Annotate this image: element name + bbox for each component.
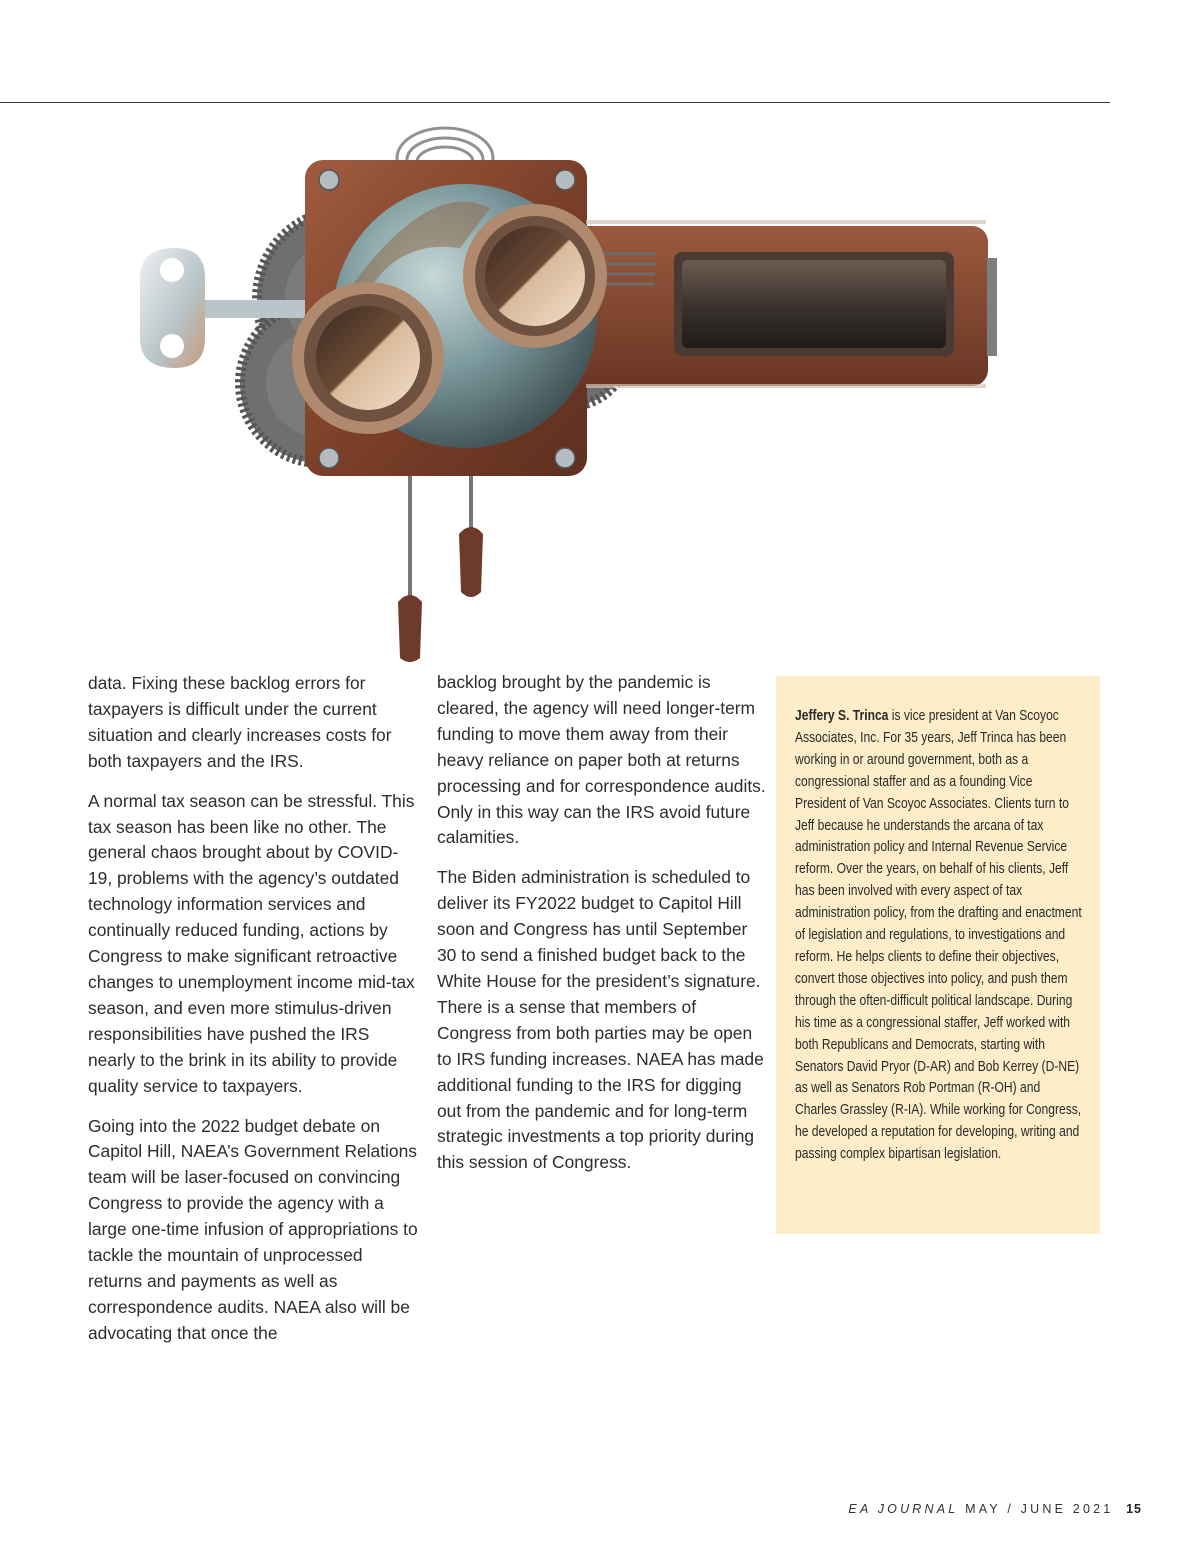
article-column-2 (437, 670, 767, 1190)
paragraph: A normal tax season can be stressful. This tax season has been like no other. The general chaos brought about by COVID-19, problems with the agency’s outdated technology information services and continually reduced funding, actions by Congress to make significant retroactive changes to unemployment income mid-tax season, and even more stimulus-driven responsibilities have pushed the IRS nearly to the brink in its ability to provide quality service to taxpayers. (88, 790, 415, 1096)
paragraph: backlog brought by the pandemic is cleared, the agency will need longer-term funding to move them away from their heavy reliance on paper both at returns processing and for correspondence audits. Only in this way can the IRS avoid future calamities. (437, 672, 766, 848)
issue-date: MAY / JUNE 2021 (965, 1502, 1114, 1516)
author-bio (795, 706, 1085, 1166)
journal-name: EA JOURNAL (848, 1502, 959, 1516)
article-column-1 (88, 671, 418, 1361)
author-bio-box (776, 676, 1100, 1234)
header-rule (0, 102, 1110, 103)
paragraph: Going into the 2022 budget debate on Capitol Hill, NAEA’s Government Relations team will be laser-focused on convincing Congress to provide the agency with a large one-time infusion of appropriations to tackle the mountain of unprocessed returns and payments as well as correspondence audits. NAEA also will be advocating that once the (88, 1115, 418, 1343)
page-footer (848, 1502, 1142, 1516)
author-name: Jeffery S. Trinca (795, 708, 889, 724)
author-bio-text: is vice president at Van Scoyoc Associates, Inc. For 35 years, Jeff Trinca has been working in or around government, both as a congressional staffer and as a founding Vice President of Van Scoyoc Associates. Clients turn to Jeff because he understands the arcana of tax administration policy and Internal Revenue Service reform. Over the years, on behalf of his clients, Jeff has been involved with every aspect of tax administration policy, from the drafting and enactment of legislation and regulations, to investigations and reform. He helps clients to define their objectives, convert those objectives into policy, and push them through the often-difficult political landscape. During his time as a congressional staffer, Jeff worked with both Republicans and Democrats, starting with Senators David Pryor (D-AR) and Bob Kerrey (D-NE) as well as Senators Rob Portman (R-OH) and Charles Grassley (R-IA). While working for Congress, he developed a reputation for developing, writing and passing complex bipartisan legislation. (795, 708, 1082, 1163)
steampunk-machine-illustration (130, 118, 1010, 668)
paragraph: The Biden administration is scheduled to deliver its FY2022 budget to Capitol Hill soon and Congress has until September 30 to send a finished budget back to the White House for the president’s signature. There is a sense that members of Congress from both parties may be open to IRS funding increases. NAEA has made additional funding to the IRS for digging out from the pandemic and for long-term strategic investments a top priority during this session of Congress. (437, 867, 764, 1173)
paragraph: data. Fixing these backlog errors for taxpayers is difficult under the current situation and clearly increases costs for both taxpayers and the IRS. (88, 673, 392, 771)
page-number: 15 (1126, 1502, 1142, 1516)
